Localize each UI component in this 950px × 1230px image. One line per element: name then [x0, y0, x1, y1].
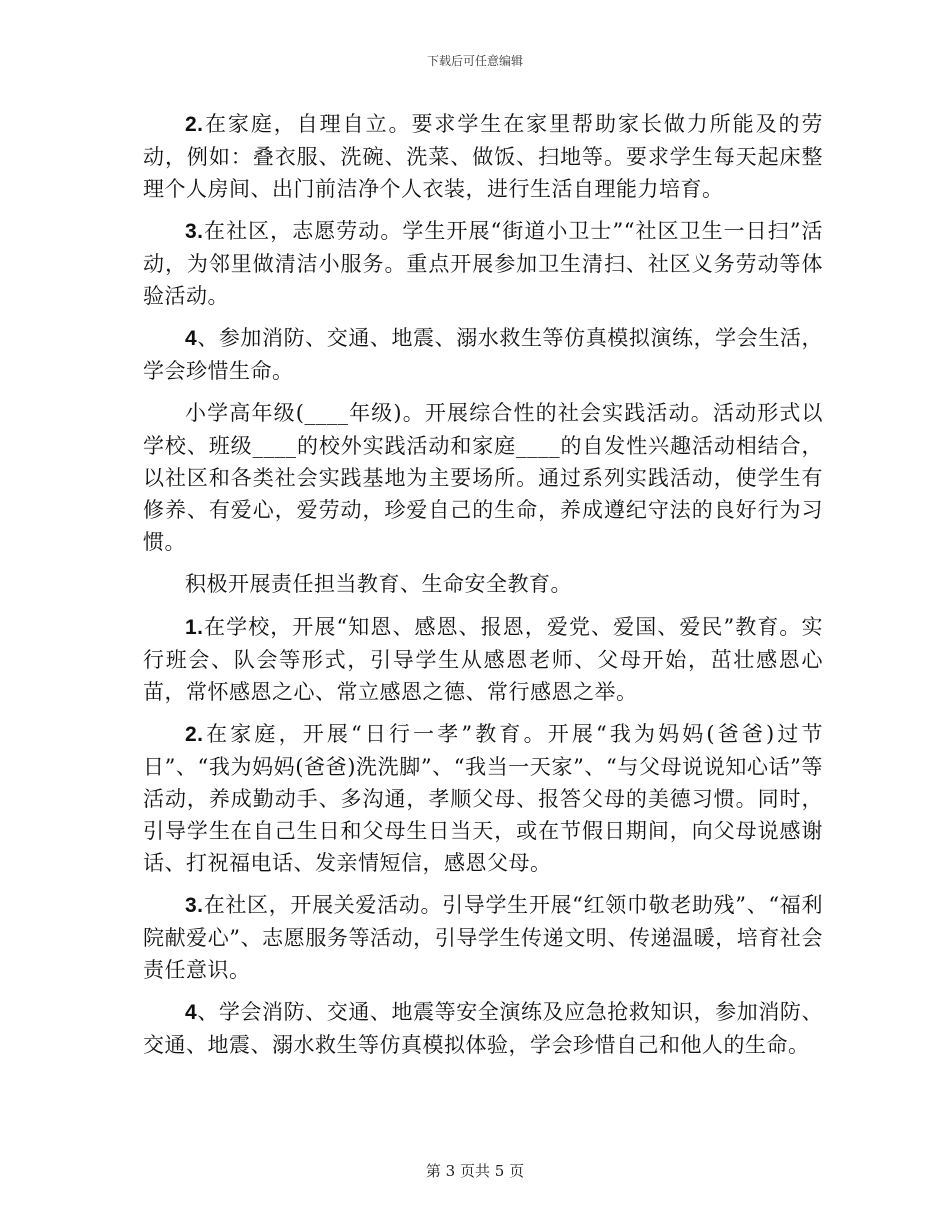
document-body [143, 108, 823, 1071]
paragraph-text: 在学校，开展“知恩、感恩、报恩，爱党、爱国、爱民”教育。实行班会、队会等形式，引导学生从感恩老师、父母开始，茁壮感恩心苗，常怀感恩之心、常立感恩之德、常行感恩之举。 [143, 615, 823, 704]
paragraph-community-care [143, 889, 823, 986]
paragraph-school-gratitude [143, 611, 823, 708]
paragraph-safety-drill [143, 322, 823, 387]
paragraph-text: 、参加消防、交通、地震、溺水救生等仿真模拟演练，学会生活，学会珍惜生命。 [143, 326, 823, 383]
paragraph-home-self-care [143, 108, 823, 205]
paragraph-number: 4 [185, 1001, 198, 1024]
paragraph-home-filial [143, 718, 823, 879]
paragraph-upper-grades [143, 397, 823, 558]
paragraph-number: 1. [185, 616, 204, 639]
paragraph-emergency-knowledge [143, 996, 823, 1061]
paragraph-text: 在社区，开展关爱活动。引导学生开展“红领巾敬老助残”、“福利院献爱心”、志愿服务等活动，引导学生传递文明、传递温暖，培育社会责任意识。 [143, 893, 823, 982]
paragraph-text: 在社区，志愿劳动。学生开展“街道小卫士”“社区卫生一日扫”活动，为邻里做清洁小服务。重点开展参加卫生清扫、社区义务劳动等体验活动。 [143, 219, 823, 308]
paragraph-text: 在家庭，自理自立。要求学生在家里帮助家长做力所能及的劳动，例如：叠衣服、洗碗、洗菜、做饭、扫地等。要求学生每天起床整理个人房间、出门前洁净个人衣装，进行生活自理能力培育。 [143, 112, 823, 201]
paragraph-text: 、学会消防、交通、地震等安全演练及应急抢救知识，参加消防、交通、地震、溺水救生等仿真模拟体验，学会珍惜自己和他人的生命。 [143, 1000, 823, 1057]
page-header: 下载后可任意编辑 [426, 54, 523, 68]
paragraph-number: 3. [185, 220, 204, 243]
paragraph-responsibility-heading [143, 568, 823, 601]
paragraph-community-volunteer [143, 215, 823, 312]
paragraph-text: 在家庭，开展“日行一孝”教育。开展“我为妈妈(爸爸)过节日”、“我为妈妈(爸爸)洗洗脚”、“我当一天家”、“与父母说说知心话”等活动，养成勤动手、多沟通，孝顺父母、报答父母的美德习惯。同时，引导学生在自己生日和父母生日当天，或在节假日期间，向父母说感谢话、打祝福电话、发亲情短信，感恩父母。 [143, 722, 823, 875]
paragraph-number: 2. [185, 723, 204, 746]
paragraph-text: 积极开展责任担当教育、生命安全教育。 [185, 572, 572, 596]
page-footer: 第 3 页共 5 页 [425, 1162, 525, 1180]
paragraph-number: 2. [185, 113, 204, 136]
paragraph-number: 4 [185, 327, 198, 350]
paragraph-text: 小学高年级(____年级)。开展综合性的社会实践活动。活动形式以学校、班级____的校外实践活动和家庭____的自发性兴趣活动相结合，以社区和各类社会实践基地为主要场所。通过系列实践活动，使学生有修养、有爱心，爱劳动，珍爱自己的生命，养成遵纪守法的良好行为习惯。 [143, 401, 823, 554]
paragraph-number: 3. [185, 894, 204, 917]
